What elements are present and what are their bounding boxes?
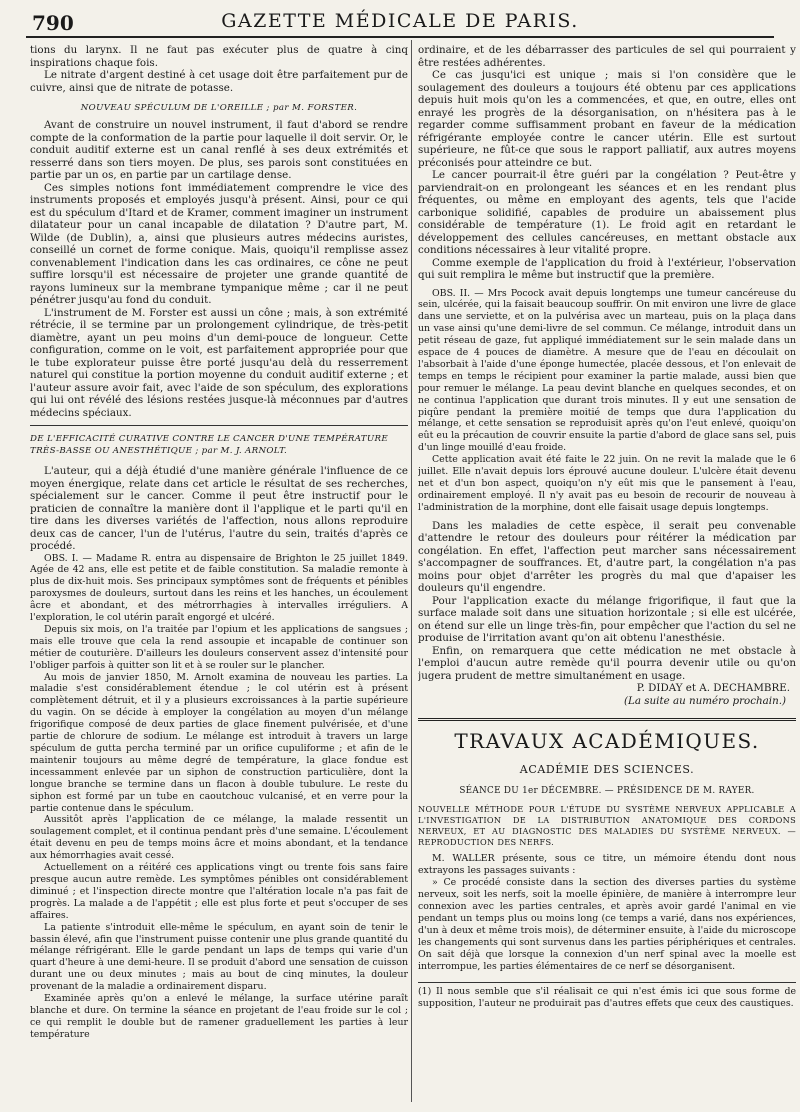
paragraph: Depuis six mois, on l'a traitée par l'opium et les applications de sangsues ; mais elle trouve que cela la rend assoupie et incapable de continuer son métier de couturière. D'ailleurs les douleurs conservent assez d'intensité pour l'obliger parfois à quitter son lit et à se rouler sur le plancher. [30, 623, 408, 671]
section-rule [30, 425, 408, 426]
paragraph: Pour l'application exacte du mélange frigorifique, il faut que la surface malade soit dans une situation horizontale ; si elle est ulcérée, on étend sur elle un linge très-fin, pour empêcher que l'action du sel ne produise de l'irritation avant qu'on ait obtenu l'anesthésie. [418, 594, 796, 645]
paragraph: Ces simples notions font immédiatement comprendre le vice des instruments proposés et employés jusqu'à présent. Ainsi, pour ce qui est du spéculum d'Itard et de Kramer, comment imaginer un instrument dilatateur pour un canal incapable de dilatation ? D'autre part, M. Wilde (de Dublin), a, ainsi que plusieurs autres médecins auristes, conseillé un cornet de forme conique. Mais, quoiqu'il remplisse assez convenablement l'indication dans les cas ordinaires, ce cône ne peut suffire lorsqu'il est nécessaire de projeter une grande quantité de rayons lumineux sur la membrane tympanique même ; car il ne peut pénétrer jusqu'au fond du conduit. [30, 181, 408, 306]
section-title-travaux: TRAVAUX ACADÉMIQUES. [454, 729, 760, 754]
right-column [418, 44, 796, 1010]
journal-title: GAZETTE MÉDICALE DE PARIS. [221, 10, 579, 32]
page-header [26, 6, 774, 38]
paragraph: Actuellement on a réitéré ces applications vingt ou trente fois sans faire presque aucun autre remède. Les symptômes pénibles ont considérablement diminué ; et l'inspection directe montre que l'altération locale n'a pas fait de progrès. La malade a de l'appétit ; elle est plus forte et peut s'occuper de ses affaires. [30, 862, 408, 921]
paragraph: L'instrument de M. Forster est aussi un cône ; mais, à son extrémité rétrécie, il se termine par un prolongement cylindrique, de très-petit diamètre, ayant un peu moins d'un demi-pouce de longueur. Cette configuration, comme on le voit, est parfaitement appropriée pour que le tube explorateur puisse être porté jusqu'au delà du resserrement naturel qui constitue la portion moyenne du conduit auditif externe ; et l'auteur assure avoir fait, avec l'aide de son spéculum, des explorations qui lui ont révélé des lésions restées jusque-là méconnues par d'autres médecins spéciaux. [30, 306, 408, 419]
paragraph: L'auteur, qui a déjà étudié d'une manière générale l'influence de ce moyen énergique, relate dans cet article le résultat de ses recherches, spécialement sur le cancer. Comme il peut être instructif pour le praticien de connaître la manière dont il l'applique et le parti qu'il en tire dans les diverses variétés de l'affection, nous allons reproduire deux cas de cancer, l'un de l'utérus, l'autre du sein, traités d'après ce procédé. [30, 465, 408, 552]
page-number: 790 [32, 11, 74, 35]
article-title-waller: NOUVELLE MÉTHODE POUR L'ÉTUDE DU SYSTÈME NERVEUX APPLICABLE A L'INVESTIGATION DE LA DISTRIBUTION ANATOMIQUE DES CORDONS NERVEUX, ET AU DIAGNOSTIC DES MALADIES DU SYSTÈME NERVEUX. — REPRODUCTION DES NERFS. [418, 804, 796, 847]
continuation-note: (La suite au numéro prochain.) [623, 695, 786, 708]
paragraph: La patiente s'introduit elle-même le spéculum, en ayant soin de tenir le bassin élevé, afin que l'instrument puisse contenir une plus grande quantité du mélange réfrigérant. Elle le garde pendant un laps de temps qui varie d'un quart d'heure à une demi-heure. Il se produit d'abord une sensation de cuisson durant une ou deux minutes ; mais au bout de cinq minutes, la douleur provenant de la maladie a ordinairement disparu. [30, 921, 408, 993]
paragraph: Dans les maladies de cette espèce, il serait peu convenable d'attendre le retour des douleurs pour réitérer la médication par congélation. En effet, l'affection peut marcher sans nécessairement s'accompagner de souffrances. Et, d'autre part, la congélation n'a pas moins pour objet d'arrêter les progrès du mal que d'apaiser les douleurs qu'il engendre. [418, 519, 796, 595]
column-divider [411, 40, 412, 1102]
paragraph: Comme exemple de l'application du froid à l'extérieur, l'observation qui suit remplira le même but instructif que la première. [418, 256, 796, 281]
paragraph: Examinée après qu'on a enlevé le mélange, la surface utérine paraît blanche et dure. On termine la séance en projetant de l'eau froide sur le col ; ce qui remplit le double but de ramener graduellement les parties à leur température [30, 993, 408, 1040]
paragraph: Aussitôt après l'application de ce mélange, la malade ressentit un soulagement complet, et il continua pendant près d'une semaine. L'écoulement était devenu en peu de temps moins âcre et moins abondant, et la tendance aux hémorrhagies avait cessé. [30, 814, 408, 862]
left-column [30, 44, 408, 1041]
paragraph: Ce cas jusqu'ici est unique ; mais si l'on considère que le soulagement des douleurs a toujours été obtenu par ces applications depuis huit mois qu'on les a commencées, et que, en outre, elles ont enrayé les progrès de la désorganisation, on n'hésitera pas à le regarder comme suffisamment probant en faveur de la médication réfrigérante employée contre le cancer utérin. Elle est surtout supérieure, ne fût-ce que sous le rapport palliatif, aux autres moyens préconisés pour atteindre ce but. [418, 69, 796, 169]
author-signature: P. DIDAY et A. DECHAMBRE. [636, 682, 790, 695]
paragraph: Au mois de janvier 1850, M. Arnolt examina de nouveau les parties. La maladie s'est considérablement étendue ; le col utérin est à présent complètement détruit, et il y a plusieurs excroissances à la partie supérieure du vagin. On se décide à employer la congélation au moyen d'un mélange frigorifique composé de deux parties de glace finement pulvérisée, et d'une partie de chlorure de sodium. Le mélange est introduit à travers un large spéculum de gutta percha terminé par un orifice cupuliforme ; et afin de le maintenir toujours au même degré de température, la glace fondue est incessamment enlevée par un siphon de construction particulière, dont la longue branche se termine dans un flacon à double tubulure. Le reste du siphon est formé par un tube en caoutchouc vulcanisé, et en verre pour la partie contenue dans le spéculum. [30, 671, 408, 814]
paragraph: Le cancer pourrait-il être guéri par la congélation ? Peut-être y parviendrait-on en prolongeant les séances et en les rendant plus fréquentes, ou même en employant des agents, tels que l'acide carbonique solidifié, capables de produire un abaissement plus considérable de température (1). Le froid agit en retardant le développement des cellules cancéreuses, en mettant obstacle aux conditions nécessaires à leur vitalité propre. [418, 169, 796, 256]
paragraph: Enfin, on remarquera que cette médication ne met obstacle à l'emploi d'aucun autre remède qu'il pourra devenir utile ou qu'on jugera prudent de mettre simultanément en usage. [418, 644, 796, 682]
section-heading-forster: NOUVEAU SPÉCULUM DE L'OREILLE ; par M. FORSTER. [80, 103, 358, 113]
footnote: (1) Il nous semble que s'il réalisait ce qui n'est émis ici que sous forme de supposition, l'auteur ne produirait pas d'autres effets que ceux des caustiques. [418, 982, 796, 1009]
paragraph: Avant de construire un nouvel instrument, il faut d'abord se rendre compte de la conformation de la partie pour laquelle il doit servir. Or, le conduit auditif externe est un canal renflé à ses deux extrémités et resserré dans son tiers moyen. De plus, ses parois sont constituées en partie par un os, en partie par un cartilage dense. [30, 119, 408, 181]
paragraph: OBS. I. — Madame R. entra au dispensaire de Brighton le 25 juillet 1849. Agée de 42 ans, elle est petite et de faible constitution. Sa maladie remonte à plus de dix-huit mois. Ses principaux symptômes sont de fréquents et pénibles paroxysmes de douleurs, surtout dans les reins et les hanches, un écoulement âcre et abondant, et des métrorrhagies à intervalles irréguliers. A l'exploration, le col utérin paraît engorgé et ulcéré. [30, 552, 408, 624]
paragraph: M. WALLER présente, sous ce titre, un mémoire étendu dont nous extrayons les passages suivants : [418, 853, 796, 877]
paragraph: » Ce procédé consiste dans la section des diverses parties du système nerveux, soit les nerfs, soit la moelle épinière, de manière à interrompre leur connexion avec les parties centrales, et après avoir gardé l'animal en vie pendant un temps plus ou moins long (ce temps a varié, dans nos expériences, d'un à deux et même trois mois), de déterminer ensuite, à l'aide du microscope les changements qui sont survenus dans les parties périphériques et centrales. On sait déjà que lorsque la connexion d'un nerf spinal avec la moelle est interrompue, les parties élémentaires de ce nerf se désorganisent. [418, 877, 796, 972]
paragraph: tions du larynx. Il ne faut pas exécuter plus de quatre à cinq inspirations chaque fois. [30, 44, 408, 69]
paragraph: ordinaire, et de les débarrasser des particules de sel qui pourraient y être restées adhérentes. [418, 44, 796, 69]
section-heading-arnolt: DE L'EFFICACITÉ CURATIVE CONTRE LE CANCER D'UNE TEMPÉRATURE TRÈS-BASSE OU ANESTHÉTIQUE ; par M. J. ARNOLT. [30, 434, 388, 456]
paragraph: Cette application avait été faite le 22 juin. On ne revit la malade que le 6 juillet. Elle n'avait depuis lors éprouvé aucune douleur. L'ulcère était devenu net et d'un bon aspect, quoiqu'on n'y eût mis que le pansement à l'eau, ordinairement employé. Il n'y avait pas eu besoin de recourir de nouveau à l'administration de la morphine, dont elle faisait usage depuis longtemps. [418, 454, 796, 513]
paragraph: Le nitrate d'argent destiné à cet usage doit être parfaitement pur de cuivre, ainsi que de nitrate de potasse. [30, 69, 408, 94]
paragraph: OBS. II. — Mrs Pocock avait depuis longtemps une tumeur cancéreuse du sein, ulcérée, qui la faisait beaucoup souffrir. On mit environ une livre de glace dans une serviette, et on la pulvérisa avec un marteau, puis on la plaça dans un vase ainsi qu'une demi-livre de sel commun. Ce mélange, introduit dans un petit réseau de gaze, fut appliqué immédiatement sur le sein malade dans un espace de 4 pouces de diamètre. A mesure que de l'eau en découlait on l'absorbait à l'aide d'une éponge humectée, placée dessous, et l'on enlevait de temps en temps le récipient pour examiner la partie malade, aussi bien que pour remuer le mélange. La peau devint blanche en quelques secondes, et on ne continua l'application que durant trois minutes. Il y eut une sensation de piqûre pendant la première moitié de temps que dura l'application du mélange, et cette sensation se reproduisit après qu'on l'eut enlevé, quoiqu'on eût eu la précaution de couvrir ensuite la partie d'abord de glace sans sel, puis d'un linge mouillé d'eau froide. [418, 287, 796, 454]
session-heading: SÉANCE DU 1er DÉCEMBRE. — PRÉSIDENCE DE M. RAYER. [459, 786, 755, 797]
double-rule [418, 718, 796, 721]
academy-heading: ACADÉMIE DES SCIENCES. [519, 763, 695, 777]
